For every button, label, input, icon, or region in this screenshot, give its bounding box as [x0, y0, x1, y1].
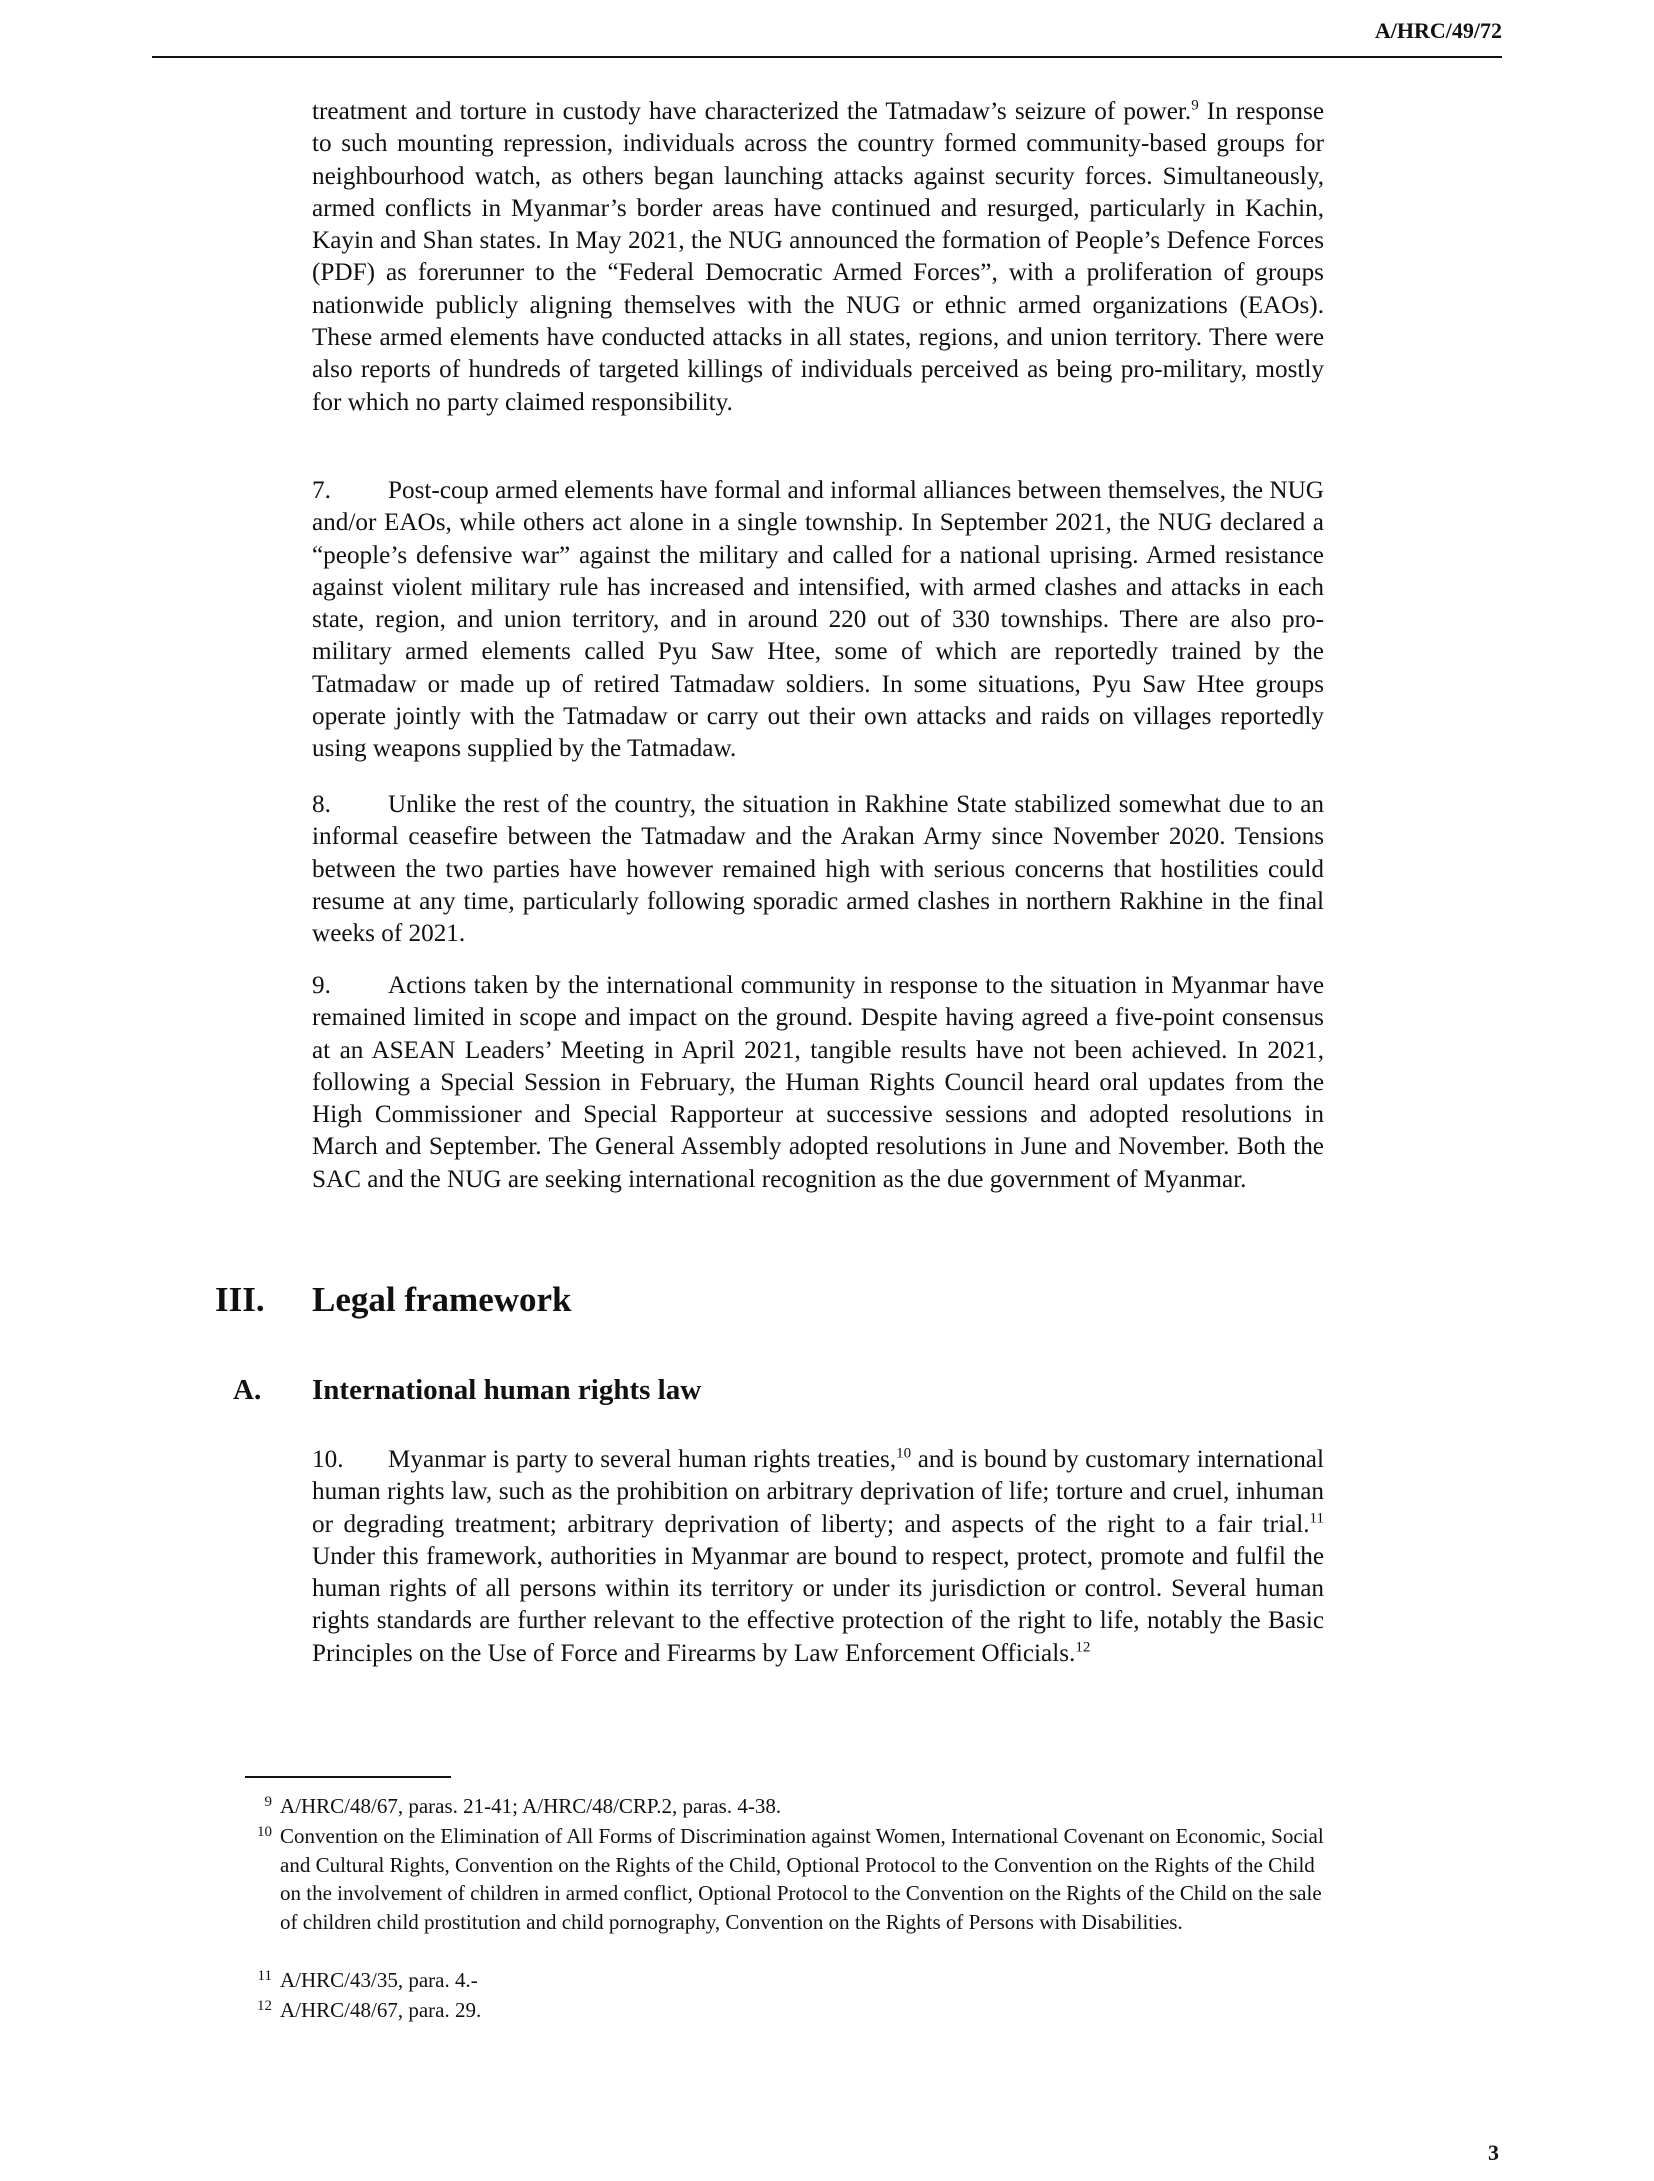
footnote-mark: 12 [257, 1998, 272, 2014]
footnote-9 [264, 1792, 1324, 1821]
paragraph-text: Post-coup armed elements have formal and informal alliances between themselves, the NUG and/or EAOs, while others act alone in a single township. In September 2021, the NUG declared a “people’s defensive war” against the military and called for a national uprising. Armed resistance against violent military rule has increased and intensified, with armed clashes and attacks in each state, region, and union territory, and in around 220 out of 330 townships. There are also pro-military armed elements called Pyu Saw Htee, some of which are reportedly trained by the Tatmadaw or made up of retired Tatmadaw soldiers. In some situations, Pyu Saw Htee groups operate jointly with the Tatmadaw or carry out their own attacks and raids on villages reportedly using weapons supplied by the Tatmadaw. [312, 477, 1324, 763]
section-title: Legal framework [312, 1280, 572, 1319]
footnote-mark: 10 [257, 1824, 272, 1840]
footnote-text: A/HRC/48/67, paras. 21-41; A/HRC/48/CRP.2, paras. 4-38. [280, 1794, 782, 1818]
paragraph-number: 7. [312, 477, 331, 504]
paragraph-number: 10. [312, 1446, 344, 1473]
section-number: III. [215, 1280, 265, 1319]
footnote-text: Convention on the Elimination of All Forms of Discrimination against Women, International Covenant on Economic, Social and Cultural Rights, Convention on the Rights of the Child, Optional Protocol to the Convention on the Rights of the Child on the involvement of children in armed conflict, Optional Protocol to the Convention on the Rights of the Child on the sale of children child prostitution and child pornography, Convention on the Rights of Persons with Disabilities. [280, 1824, 1324, 1934]
paragraph-text: Myanmar is party to several human rights treaties, [388, 1446, 897, 1473]
footnote-separator [245, 1776, 451, 1778]
footnote-mark: 9 [264, 1794, 272, 1810]
footnote-10 [257, 1822, 1324, 1936]
document-code: A/HRC/49/72 [1374, 18, 1502, 43]
paragraph-number: 9. [312, 972, 331, 999]
subsection-title: International human rights law [312, 1374, 702, 1406]
paragraph-text: Actions taken by the international community in response to the situation in Myanmar have remained limited in scope and impact on the ground. Despite having agreed a five-point consensus at an ASEAN Leaders’ Meeting in April 2021, tangible results have not been achieved. In 2021, following a Special Session in February, the Human Rights Council heard oral updates from the High Commissioner and Special Rapporteur at successive sessions and adopted resolutions in March and September. The General Assembly adopted resolutions in June and November. Both the SAC and the NUG are seeking international recognition as the due government of Myanmar. [312, 972, 1324, 1193]
footnote-ref-10[interactable]: 10 [896, 1445, 912, 1462]
paragraph-6-continuation [312, 96, 1324, 419]
footnote-11 [257, 1966, 1324, 1995]
header-rule [152, 56, 1502, 58]
footnote-mark: 11 [257, 1968, 272, 1984]
paragraph-text: Under this framework, authorities in Myanmar are bound to respect, protect, promote and fulfil the human rights of all persons within its territory or under its jurisdiction or control. Several human rights standards are further relevant to the effective protection of the right to life, notably the Basic Principles on the Use of Force and Firearms by Law Enforcement Officials. [312, 1542, 1324, 1667]
page-number: 3 [1488, 2140, 1499, 2165]
paragraph-number: 8. [312, 791, 331, 818]
paragraph-7 [312, 475, 1324, 766]
paragraph-text: In response to such mounting repression, individuals across the country formed community-based groups for neighbourhood watch, as others began launching attacks against security forces. Simultaneously, armed conflicts in Myanmar’s border areas have continued and resurged, particularly in Kachin, Kayin and Shan states. In May 2021, the NUG announced the formation of People’s Defence Forces (PDF) as forerunner to the “Federal Democratic Armed Forces”, with a proliferation of groups nationwide publicly aligning themselves with the NUG or ethnic armed organizations (EAOs). These armed elements have conducted attacks in all states, regions, and union territory. There were also reports of hundreds of targeted killings of individuals perceived as being pro-military, mostly for which no party claimed responsibility. [312, 98, 1324, 416]
footnote-text: A/HRC/48/67, para. 29. [280, 1998, 482, 2022]
subsection-number: A. [233, 1374, 262, 1406]
footnote-ref-9[interactable]: 9 [1191, 97, 1199, 114]
footnote-text: A/HRC/43/35, para. 4.- [280, 1968, 478, 1992]
paragraph-text: and is bound by customary international human rights law, such as the prohibition on arbitrary deprivation of life; torture and cruel, inhuman or degrading treatment; arbitrary deprivation of liberty; and aspects of the right to a fair trial. [312, 1446, 1324, 1538]
paragraph-10 [312, 1444, 1324, 1670]
footnote-12 [257, 1996, 1324, 2025]
paragraph-text: Unlike the rest of the country, the situation in Rakhine State stabilized somewhat due to an informal ceasefire between the Tatmadaw and the Arakan Army since November 2020. Tensions between the two parties have however remained high with serious concerns that hostilities could resume at any time, particularly following sporadic armed clashes in northern Rakhine in the final weeks of 2021. [312, 791, 1324, 948]
paragraph-9 [312, 970, 1324, 1196]
footnote-ref-12[interactable]: 12 [1075, 1639, 1091, 1656]
footnote-ref-11[interactable]: 11 [1309, 1510, 1324, 1527]
paragraph-8 [312, 789, 1324, 950]
paragraph-text: treatment and torture in custody have characterized the Tatmadaw’s seizure of power. [312, 98, 1192, 125]
